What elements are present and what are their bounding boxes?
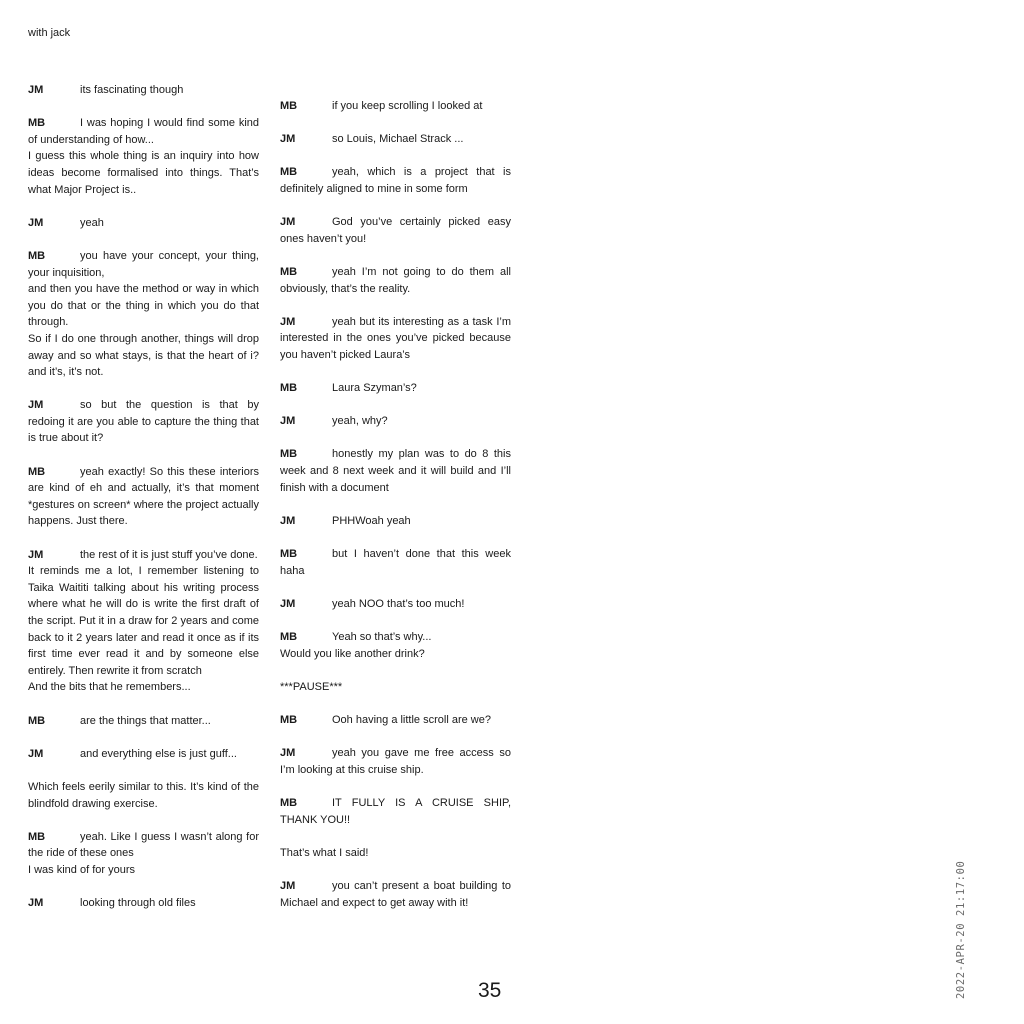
speaker-label: MB [280, 448, 298, 461]
speaker-label: JM [280, 133, 296, 146]
dialogue-line [280, 629, 511, 646]
speaker-label: MB [28, 714, 46, 727]
dialogue-line [280, 264, 511, 297]
dialogue-line [280, 795, 511, 828]
line-text: are the things that matter... [80, 714, 211, 727]
dialogue-line [28, 547, 259, 564]
dialogue-line [280, 513, 511, 530]
line-text: I guess this whole thing is an inquiry into how ideas become formalised into things. That’s what Major Project is.. [28, 150, 259, 196]
line-text: but I haven’t done that this week haha [280, 548, 511, 577]
line-text: And the bits that he remembers... [28, 681, 191, 694]
dialogue-line [28, 895, 259, 912]
speaker-label: MB [280, 631, 298, 643]
dialogue-entry [280, 164, 511, 197]
transcript-column-right [280, 98, 511, 928]
dialogue-entry [28, 397, 259, 447]
dialogue-entry [280, 413, 511, 430]
dialogue-entry [28, 215, 259, 232]
line-text: its fascinating though [80, 84, 184, 96]
dialogue-line [280, 646, 511, 663]
speaker-label: JM [28, 897, 44, 910]
line-text: honestly my plan was to do 8 this week and 8 next week and it will build and I’ll finish with a document [280, 448, 511, 494]
dialogue-line [28, 397, 259, 447]
dialogue-entry [28, 895, 259, 912]
dialogue-entry [280, 878, 511, 911]
line-text: I was kind of for yours [28, 863, 135, 876]
dialogue-entry [28, 829, 259, 879]
dialogue-line [280, 712, 511, 729]
speaker-label: JM [28, 84, 44, 96]
dialogue-entry [28, 547, 259, 696]
dialogue-line [28, 746, 259, 763]
line-text: and then you have the method or way in which you do that or the thing in which you do that through. [28, 283, 259, 329]
dialogue-line [280, 164, 511, 197]
speaker-label: MB [28, 249, 46, 262]
dialogue-line [280, 314, 511, 364]
line-text: Yeah so that’s why... [332, 631, 432, 643]
line-text: Would you like another drink? [280, 647, 425, 660]
dialogue-line [280, 845, 511, 862]
line-text: yeah. Like I guess I wasn’t along for the ride of these ones [28, 830, 259, 860]
line-text: ***PAUSE*** [280, 680, 343, 693]
dialogue-line [28, 829, 259, 862]
line-text: yeah I’m not going to do them all obviously, that’s the reality. [280, 265, 511, 295]
line-text: yeah, which is a project that is definitely aligned to mine in some form [280, 166, 511, 195]
dialogue-entry [280, 446, 511, 496]
speaker-label: MB [280, 713, 298, 726]
line-text: yeah exactly! So this these interiors are kind of eh and actually, it’s that moment *gestures on screen* where the project actually happens. Just there. [28, 465, 259, 528]
speaker-label: MB [280, 265, 298, 278]
line-text: PHHWoah yeah [332, 514, 411, 527]
line-text: you have your concept, your thing, your inquisition, [28, 249, 259, 279]
speaker-label: JM [280, 514, 296, 527]
dialogue-line [28, 779, 259, 812]
dialogue-line [28, 679, 259, 696]
dialogue-line [28, 713, 259, 730]
dialogue-entry [28, 746, 259, 763]
line-text: That’s what I said! [280, 846, 369, 859]
line-text: and everything else is just guff... [80, 747, 237, 760]
line-text: So if I do one through another, things will drop away and so what stays, is that the heart of i? and it’s, it’s not. [28, 332, 259, 379]
speaker-label: JM [280, 415, 296, 428]
speaker-label: JM [280, 597, 296, 610]
dialogue-line [280, 679, 511, 696]
dialogue-entry [280, 98, 511, 115]
page-number: 35 [478, 979, 502, 1002]
dialogue-entry [28, 82, 259, 99]
dialogue-line [280, 214, 511, 247]
speaker-label: JM [280, 747, 296, 760]
speaker-label: JM [280, 879, 296, 892]
dialogue-line [28, 464, 259, 530]
dialogue-entry [280, 380, 511, 397]
line-text: looking through old files [80, 897, 196, 910]
speaker-label: MB [280, 796, 298, 809]
dialogue-entry [28, 713, 259, 730]
line-text: so but the question is that by redoing it are you able to capture the thing that is true about it? [28, 399, 259, 445]
line-text: the rest of it is just stuff you’ve done. [80, 548, 258, 561]
dialogue-entry [280, 712, 511, 729]
dialogue-entry [280, 264, 511, 297]
dialogue-entry [280, 214, 511, 247]
line-text: God you’ve certainly picked easy ones haven’t you! [280, 216, 511, 245]
dialogue-line [280, 98, 511, 115]
dialogue-line [28, 215, 259, 232]
dialogue-entry [28, 779, 259, 812]
line-text: so Louis, Michael Strack ... [332, 133, 464, 146]
speaker-label: MB [28, 830, 46, 843]
line-text: I was hoping I would find some kind of understanding of how... [28, 117, 259, 146]
dialogue-entry [280, 745, 511, 778]
dialogue-entry [280, 314, 511, 364]
line-text: IT FULLY IS A CRUISE SHIP, THANK YOU!! [280, 796, 511, 826]
dialogue-entry [280, 795, 511, 828]
dialogue-entry [280, 629, 511, 662]
line-text: yeah NOO that’s too much! [332, 597, 465, 610]
dialogue-entry [280, 546, 511, 579]
dialogue-line [280, 380, 511, 397]
line-text: Which feels eerily similar to this. It’s kind of the blindfold drawing exercise. [28, 780, 259, 810]
dialogue-entry [280, 596, 511, 613]
speaker-label: MB [280, 548, 298, 561]
dialogue-line [28, 148, 259, 198]
speaker-label: MB [28, 117, 46, 130]
dialogue-entry [28, 248, 259, 381]
line-text: Ooh having a little scroll are we? [332, 713, 491, 726]
dialogue-line [280, 878, 511, 911]
speaker-label: MB [28, 465, 46, 478]
speaker-label: JM [28, 747, 44, 760]
dialogue-line [28, 82, 259, 99]
line-text: yeah you gave me free access so I’m looking at this cruise ship. [280, 747, 511, 776]
dialogue-line [280, 131, 511, 148]
speaker-label: MB [280, 100, 298, 112]
line-text: you can’t present a boat building to Michael and expect to get away with it! [280, 879, 511, 909]
dialogue-entry [280, 513, 511, 530]
speaker-label: JM [28, 548, 44, 561]
dialogue-line [280, 446, 511, 496]
line-text: Laura Szyman’s? [332, 382, 417, 395]
dialogue-line [28, 862, 259, 879]
dialogue-line [28, 281, 259, 331]
speaker-label: MB [280, 382, 298, 395]
dialogue-line [28, 331, 259, 381]
dialogue-line [280, 413, 511, 430]
speaker-label: JM [28, 399, 44, 412]
dialogue-entry [280, 679, 511, 696]
speaker-label: MB [280, 166, 298, 179]
speaker-label: JM [28, 216, 44, 229]
speaker-label: JM [280, 216, 296, 229]
dialogue-line [280, 546, 511, 579]
dialogue-entry [28, 464, 259, 530]
timestamp-stamp: 2022-APR-20 21:17:00 [955, 860, 967, 999]
dialogue-line [28, 563, 259, 679]
dialogue-entry [280, 131, 511, 148]
page-header: with jack [28, 27, 71, 39]
line-text: if you keep scrolling I looked at [332, 100, 483, 112]
dialogue-line [28, 248, 259, 281]
line-text: yeah but its interesting as a task I’m interested in the ones you’ve picked because you haven’t picked Laura’s [280, 315, 511, 361]
line-text: It reminds me a lot, I remember listening to Taika Waititi talking about his writing process where what he will do is write the first draft of the script. Put it in a draw for 2 years and come back to it 2 years later and read it once as if its first time ever read it and by someone else entirely. Then rewrite it from scratch [28, 565, 259, 677]
dialogue-entry [280, 845, 511, 862]
line-text: yeah, why? [332, 415, 388, 428]
speaker-label: JM [280, 315, 296, 328]
dialogue-line [280, 745, 511, 778]
dialogue-line [28, 115, 259, 148]
transcript-column-left [28, 82, 259, 928]
dialogue-entry [28, 115, 259, 198]
line-text: yeah [80, 216, 104, 229]
dialogue-line [280, 596, 511, 613]
